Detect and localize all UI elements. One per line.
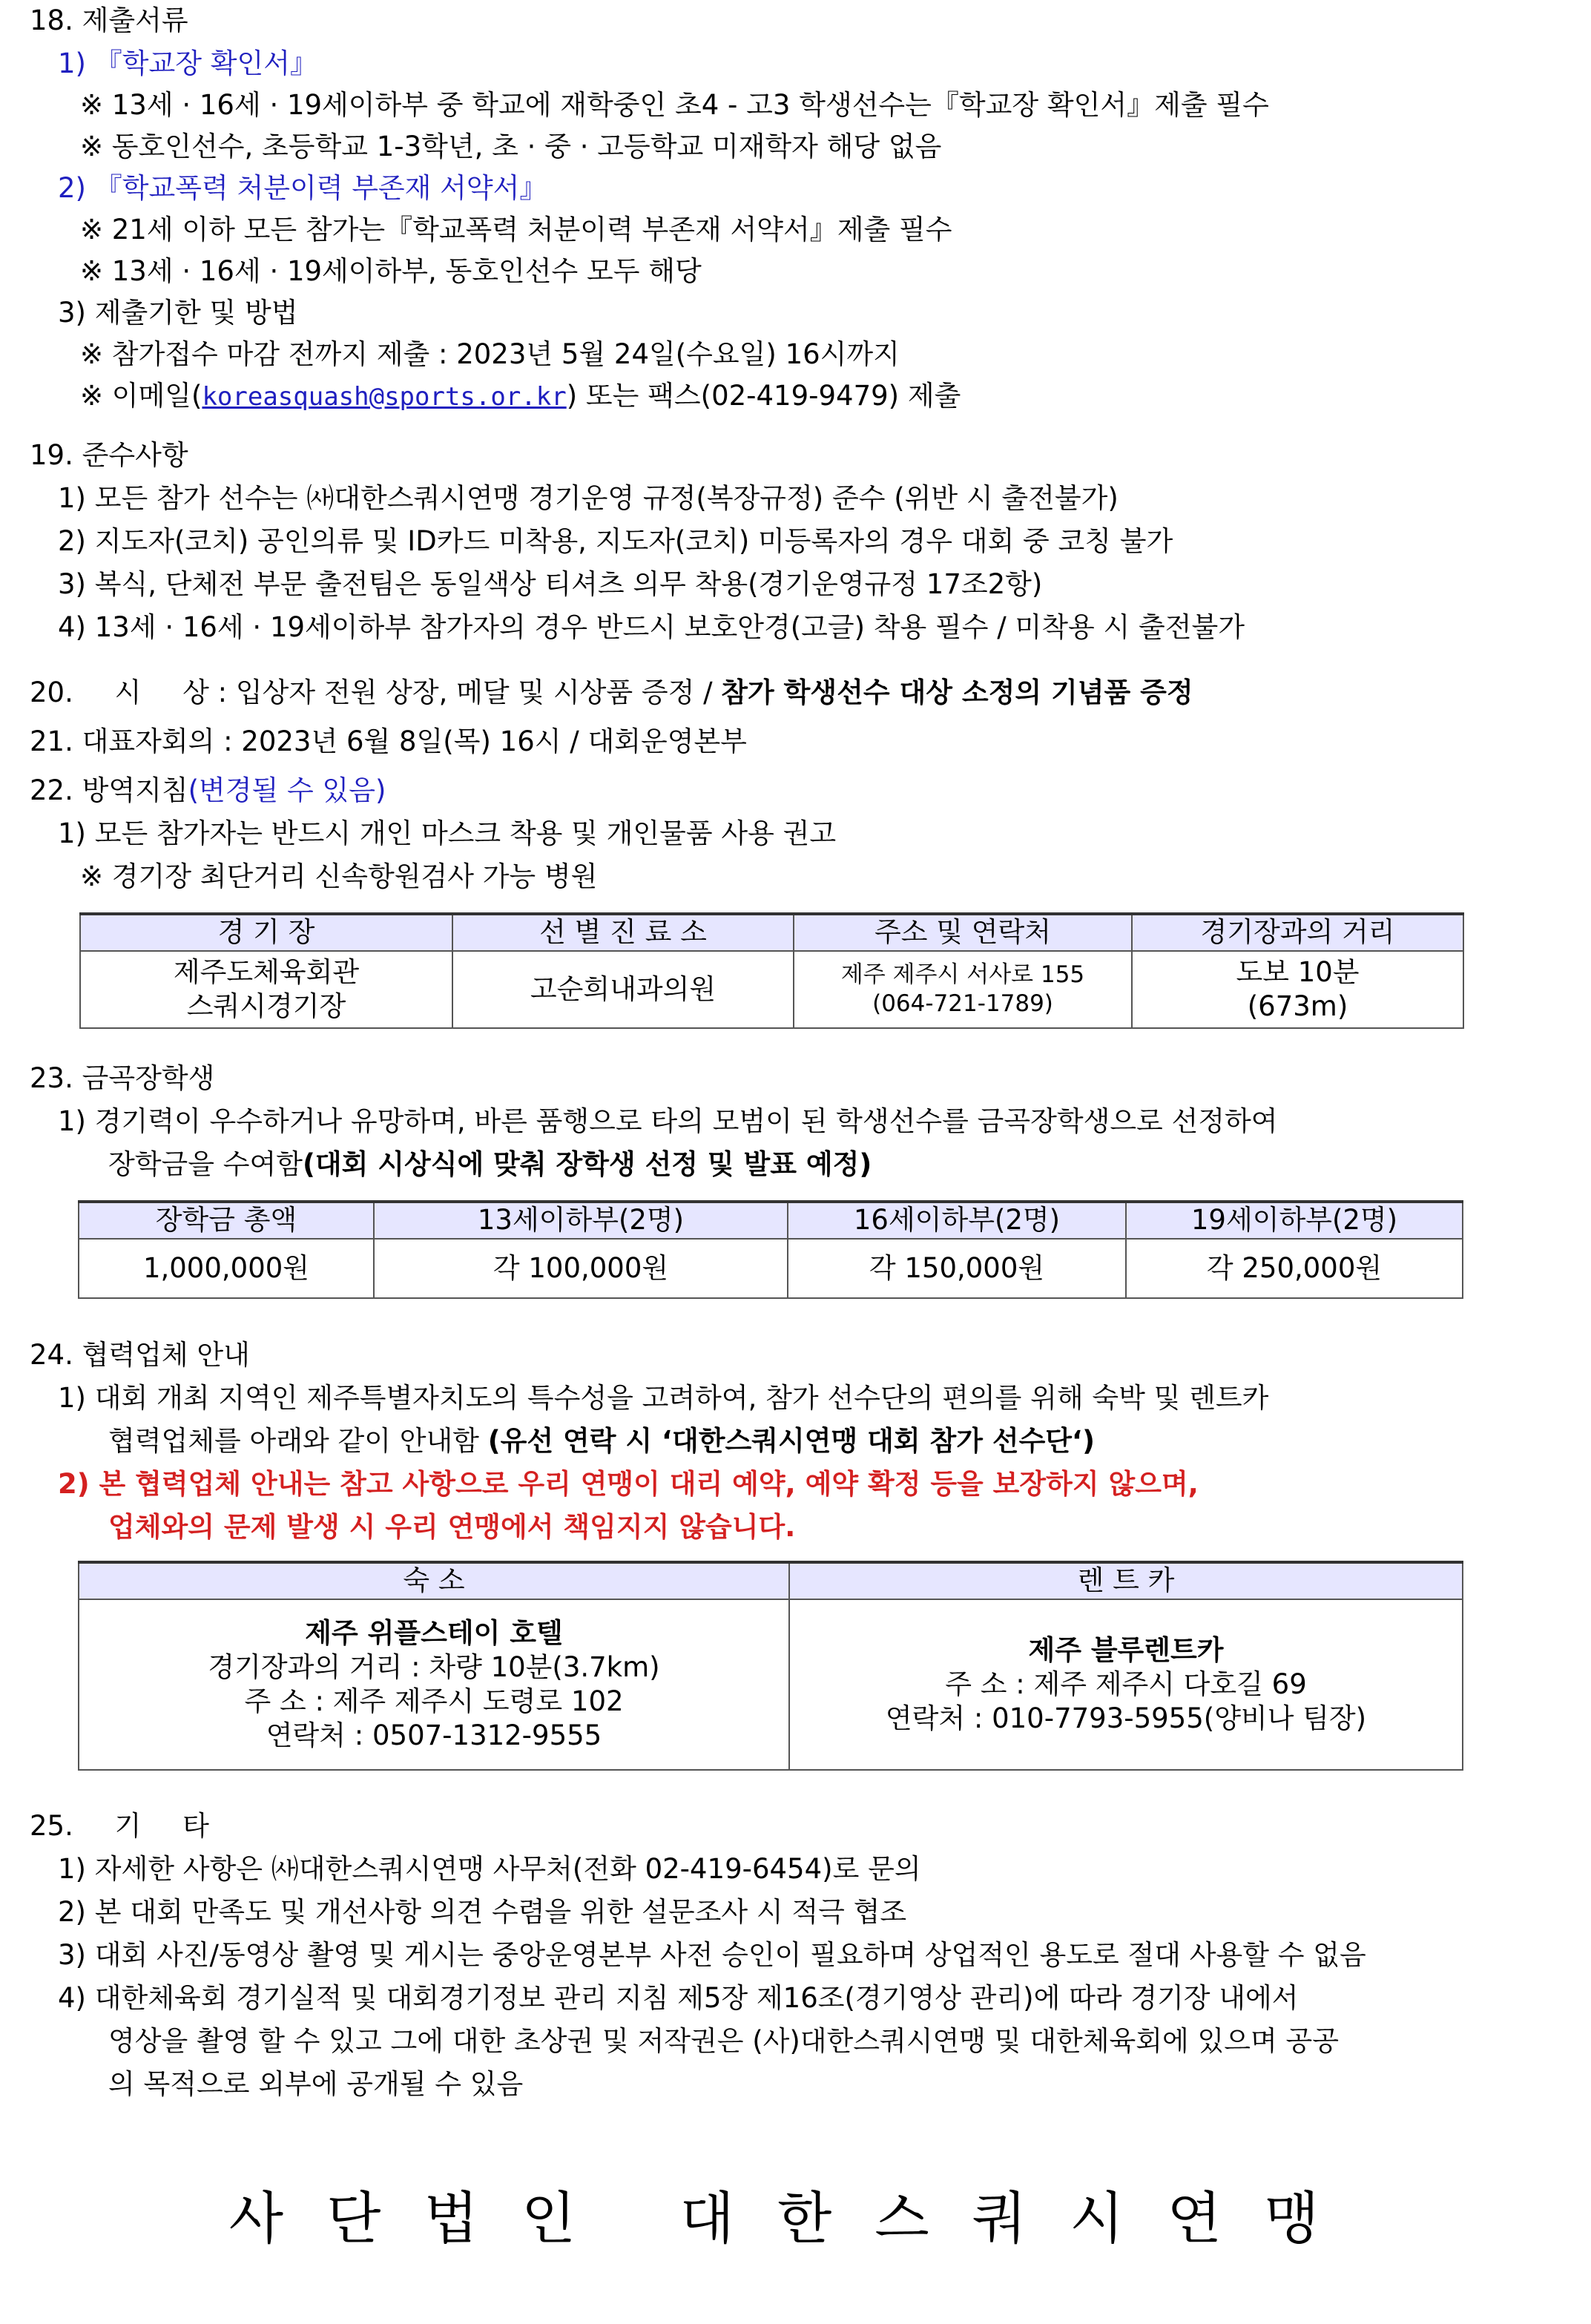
s18-item-2-note-1: ※ 21세 이하 모든 참가는『학교폭력 처분이력 부존재 서약서』제출 필수 [80, 214, 952, 246]
s25-item-2: 2) 본 대회 만족도 및 개선사항 의견 수렴을 위한 설문조사 시 적극 협조 [58, 1896, 907, 1928]
s22-heading-note: (변경될 수 있음) [188, 774, 386, 806]
s25-item-1: 1) 자세한 사항은 ㈔대한스쿼시연맹 사무처(전화 02-419-6454)로 문의 [58, 1853, 921, 1885]
s24-item-1-line-1: 1) 대회 개최 지역인 제주특별자치도의 특수성을 고려하여, 참가 선수단의 편의를 위해 숙박 및 렌트카 [58, 1382, 1269, 1414]
s18-item-3: 3) 제출기한 및 방법 [58, 297, 298, 329]
section-22-heading [30, 774, 386, 807]
clinic-venue-cell [80, 951, 452, 1028]
s23-text: 장학금을 수여함 [108, 1148, 303, 1180]
s19-item-3: 3) 복식, 단체전 부문 출전팀은 동일색상 티셔츠 의무 착용(경기운영규정 17조2항) [58, 568, 1043, 600]
s19-item-2: 2) 지도자(코치) 공인의류 및 ID카드 미착용, 지도자(코치) 미등록자의 경우 대회 중 코칭 불가 [58, 525, 1173, 557]
s24-text: 협력업체를 아래와 같이 안내함 [108, 1425, 488, 1457]
organization-signature: 사단법인 대한스쿼시연맹 [228, 2185, 1363, 2251]
s23-item-1-line-1: 1) 경기력이 우수하거나 유망하며, 바른 품행으로 타의 모범이 된 학생선수를 금곡장학생으로 선정하여 [58, 1105, 1278, 1137]
s18-item-1-note-2: ※ 동호인선수, 초등학교 1-3학년, 초 · 중 · 고등학교 미재학자 해당 없음 [80, 131, 942, 162]
section-24-heading: 24. 협력업체 안내 [30, 1339, 250, 1371]
s25-item-4-line-1: 4) 대한체육회 경기실적 및 대회경기정보 관리 지침 제5장 제16조(경기영상 관리)에 따라 경기장 내에서 [58, 1982, 1299, 2014]
s25-item-4-line-3: 의 목적으로 외부에 공개될 수 있음 [108, 2068, 524, 2100]
s22-item-1: 1) 모든 참가자는 반드시 개인 마스크 착용 및 개인물품 사용 권고 [58, 817, 837, 849]
s25-item-4-line-2: 영상을 촬영 할 수 있고 그에 대한 초상권 및 저작권은 (사)대한스쿼시연맹 및 대한체육회에 있으며 공공 [108, 2025, 1339, 2057]
partner-th-lodging: 숙 소 [79, 1562, 789, 1599]
section-21: 21. 대표자회의 : 2023년 6월 8일(목) 16시 / 대회운영본부 [30, 725, 747, 757]
scholarship-total: 1,000,000원 [79, 1239, 374, 1298]
clinic-distance-line-2: (673m) [1247, 990, 1348, 1022]
fax-text: ) 또는 팩스(02-419-9479) 제출 [566, 380, 961, 412]
email-prefix: ※ 이메일( [80, 380, 202, 412]
clinic-distance-cell [1132, 951, 1463, 1028]
scholarship-th-13: 13세이하부(2명) [374, 1202, 788, 1239]
clinic-address-cell [794, 951, 1132, 1028]
s19-item-1: 1) 모든 참가 선수는 ㈔대한스쿼시연맹 경기운영 규정(복장규정) 준수 (위반 시 출전불가) [58, 482, 1119, 514]
clinic-venue-line-1: 제주도체육회관 [173, 955, 360, 988]
clinic-table [79, 912, 1464, 1029]
s24-item-2-line-1: 2) 본 협력업체 안내는 참고 사항으로 우리 연맹이 대리 예약, 예약 확정 등을 보장하지 않으며, [58, 1468, 1199, 1500]
scholarship-13: 각 100,000원 [374, 1239, 788, 1298]
clinic-venue-line-2: 스쿼시경기장 [186, 990, 346, 1022]
scholarship-table [78, 1200, 1463, 1299]
hotel-cell [79, 1599, 789, 1770]
clinic-th-venue: 경 기 장 [80, 914, 452, 951]
section-20 [30, 677, 1193, 709]
email-link[interactable]: koreasquash@sports.or.kr [202, 382, 567, 412]
s22-heading-text: 22. 방역지침 [30, 774, 188, 806]
scholarship-th-19: 19세이하부(2명) [1126, 1202, 1463, 1239]
hotel-name: 제주 위플스테이 호텔 [305, 1616, 563, 1649]
s18-item-2-note-2: ※ 13세 · 16세 · 19세이하부, 동호인선수 모두 해당 [80, 255, 702, 287]
section-19-heading: 19. 준수사항 [30, 439, 188, 471]
clinic-th-clinic: 선 별 진 료 소 [452, 914, 794, 951]
s19-item-4: 4) 13세 · 16세 · 19세이하부 참가자의 경우 반드시 보호안경(고글) 착용 필수 / 미착용 시 출전불가 [58, 611, 1245, 643]
s22-note: ※ 경기장 최단거리 신속항원검사 가능 병원 [80, 860, 598, 892]
clinic-distance-line-1: 도보 10분 [1236, 955, 1360, 988]
clinic-address-line-2: (064-721-1789) [872, 990, 1053, 1017]
s24-item-2-line-2: 업체와의 문제 발생 시 우리 연맹에서 책임지지 않습니다. [108, 1511, 796, 1543]
s20-text-bold: 참가 학생선수 대상 소정의 기념품 증정 [721, 677, 1193, 708]
s23-item-1-line-2 [108, 1148, 872, 1181]
scholarship-th-total: 장학금 총액 [79, 1202, 374, 1239]
s24-text-bold: (유선 연락 시 ‘대한스쿼시연맹 대회 참가 선수단‘) [487, 1425, 1096, 1457]
rental-cell [789, 1599, 1463, 1770]
scholarship-16: 각 150,000원 [788, 1239, 1126, 1298]
s20-label: 20. 시 상 [30, 677, 209, 708]
section-23-heading: 23. 금곡장학생 [30, 1062, 215, 1094]
s18-item-1: 1) 『학교장 확인서』 [58, 47, 317, 79]
rental-address: 주 소 : 제주 제주시 다호길 69 [945, 1668, 1307, 1700]
s18-item-2: 2) 『학교폭력 처분이력 부존재 서약서』 [58, 172, 547, 204]
clinic-th-distance: 경기장과의 거리 [1132, 914, 1463, 951]
s18-item-3-note-2 [80, 380, 961, 412]
section-18-heading: 18. 제출서류 [30, 4, 188, 36]
clinic-address-line-1: 제주 제주시 서사로 155 [840, 961, 1085, 989]
s18-item-1-note-1: ※ 13세 · 16세 · 19세이하부 중 학교에 재학중인 초4 - 고3 학생선수는『학교장 확인서』제출 필수 [80, 89, 1269, 121]
hotel-distance: 경기장과의 거리 : 차량 10분(3.7km) [208, 1650, 660, 1683]
s20-text: : 입상자 전원 상장, 메달 및 시상품 증정 / [208, 677, 722, 708]
s24-item-1-line-2 [108, 1425, 1095, 1458]
rental-name: 제주 블루렌트카 [1028, 1633, 1224, 1666]
partner-th-rental: 렌 트 카 [789, 1562, 1463, 1599]
s18-item-3-note-1: ※ 참가접수 마감 전까지 제출 : 2023년 5월 24일(수요일) 16시까지 [80, 338, 900, 370]
clinic-name-cell: 고순희내과의원 [452, 951, 794, 1028]
partner-table [78, 1561, 1463, 1771]
scholarship-th-16: 16세이하부(2명) [788, 1202, 1126, 1239]
clinic-th-address: 주소 및 연락처 [794, 914, 1132, 951]
scholarship-19: 각 250,000원 [1126, 1239, 1463, 1298]
section-25-heading: 25. 기 타 [30, 1810, 209, 1842]
hotel-address: 주 소 : 제주 제주시 도령로 102 [244, 1685, 624, 1717]
rental-phone: 연락처 : 010-7793-5955(양비나 팀장) [885, 1702, 1367, 1735]
s23-text-bold: (대회 시상식에 맞춰 장학생 선정 및 발표 예정) [302, 1148, 872, 1180]
hotel-phone: 연락처 : 0507-1312-9555 [266, 1719, 602, 1752]
s25-item-3: 3) 대회 사진/동영상 촬영 및 게시는 중앙운영본부 사전 승인이 필요하며 상업적인 용도로 절대 사용할 수 없음 [58, 1939, 1366, 1971]
